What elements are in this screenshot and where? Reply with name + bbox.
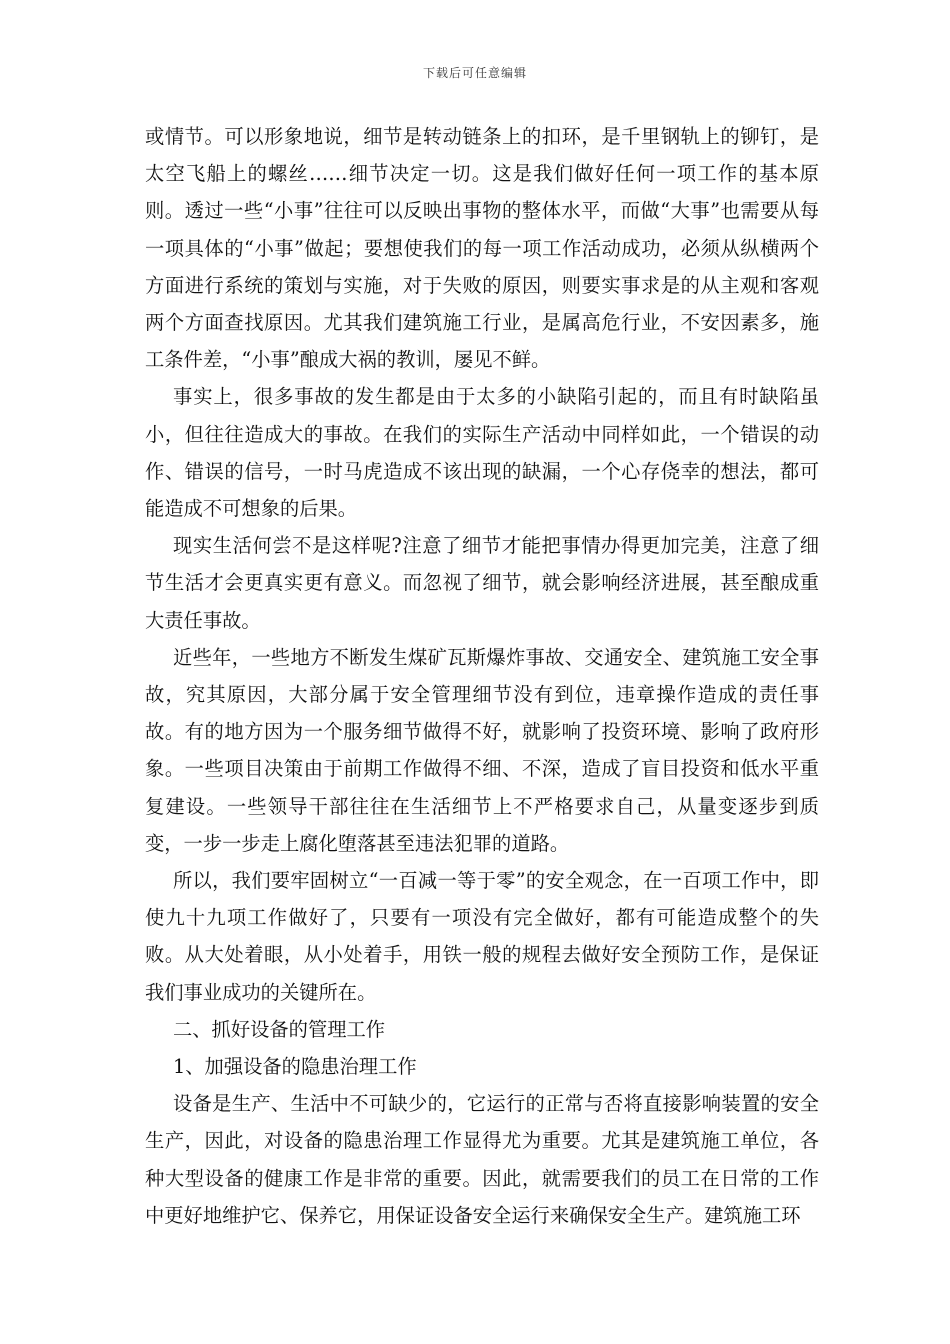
body-paragraph: 设备是生产、生活中不可缺少的，它运行的正常与否将直接影响装置的安全生产，因此，对设备的隐患治理工作显得尤为重要。尤其是建筑施工单位，各种大型设备的健康工作是非常的重要。因此，就需要我们的员工在日常的工作中更好地维护它、保养它，用保证设备安全运行来确保安全生产。建筑施工环 <box>145 1092 819 1227</box>
section-heading: 二、抓好设备的管理工作 <box>173 1017 386 1041</box>
body-paragraph: 或情节。可以形象地说，细节是转动链条上的扣环，是千里钢轨上的铆钉，是太空飞船上的螺丝……细节决定一切。这是我们做好任何一项工作的基本原则。透过一些“小事”往往可以反映出事物的整体水平，而做“大事”也需要从每一项具体的“小事”做起；要想使我们的每一项工作活动成功，必须从纵横两个方面进行系统的策划与实施，对于失败的原因，则要实事求是的从主观和客观两个方面查找原因。尤其我们建筑施工行业，是属高危行业，不安因素多，施工条件差，“小事”酿成大祸的教训，屡见不鲜。 <box>145 125 819 372</box>
page-header: 下载后可任意编辑 <box>422 66 527 80</box>
body-paragraph: 事实上，很多事故的发生都是由于太多的小缺陷引起的，而且有时缺陷虽小，但往往造成大的事故。在我们的实际生产活动中同样如此，一个错误的动作、错误的信号，一时马虎造成不该出现的缺漏，一个心存侥幸的想法，都可能造成不可想象的后果。 <box>145 385 819 521</box>
body-paragraph: 所以，我们要牢固树立“一百减一等于零”的安全观念，在一百项工作中，即使九十九项工作做好了，只要有一项没有完全做好，都有可能造成整个的失败。从大处着眼，从小处着手，用铁一般的规程去做好安全预防工作，是保证我们事业成功的关键所在。 <box>145 869 819 1004</box>
subsection-heading: 1、加强设备的隐患治理工作 <box>173 1055 417 1079</box>
body-paragraph: 近些年，一些地方不断发生煤矿瓦斯爆炸事故、交通安全、建筑施工安全事故，究其原因，大部分属于安全管理细节没有到位，违章操作造成的责任事故。有的地方因为一个服务细节做得不好，就影响了投资环境、影响了政府形象。一些项目决策由于前期工作做得不细、不深，造成了盲目投资和低水平重复建设。一些领导干部往往在生活细节上不严格要求自己，从量变逐步到质变，一步一步走上腐化堕落甚至违法犯罪的道路。 <box>145 645 819 855</box>
body-paragraph: 现实生活何尝不是这样呢?注意了细节才能把事情办得更加完美，注意了细节生活才会更真实更有意义。而忽视了细节，就会影响经济进展，甚至酿成重大责任事故。 <box>145 534 819 632</box>
document-body <box>145 118 819 1234</box>
